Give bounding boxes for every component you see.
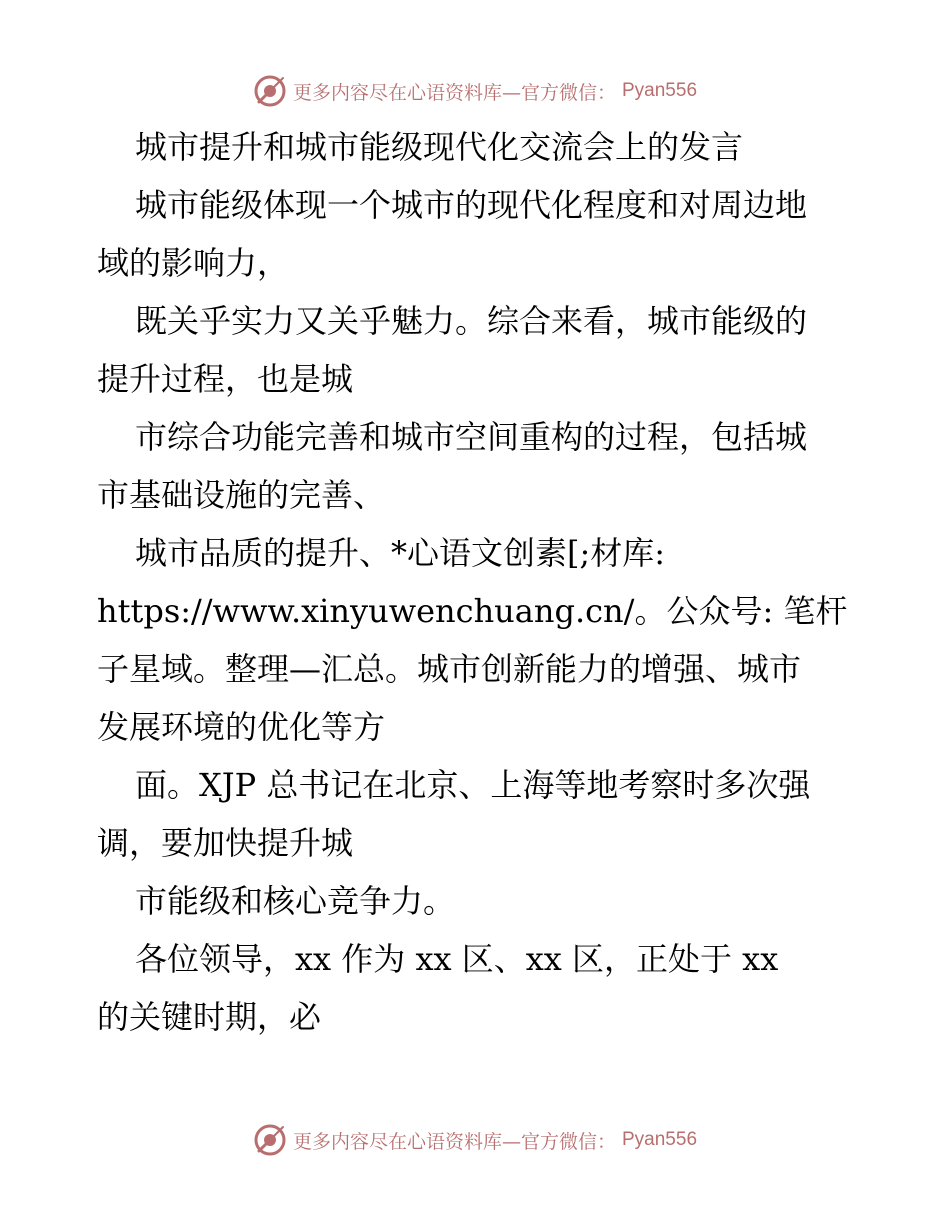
text-line: 市能级和核心竞争力。 xyxy=(135,882,456,920)
text-line: 城市能级体现一个城市的现代化程度和对周边地 xyxy=(135,186,808,224)
footer-banner-text: 更多内容尽在心语资料库—官方微信： xyxy=(292,1130,616,1153)
header-banner-account: Pyan556 xyxy=(622,80,698,101)
text-line: 市综合功能完善和城市空间重构的过程，包括城 xyxy=(135,418,808,456)
text-line: 发展环境的优化等方 xyxy=(97,708,386,746)
brush-logo-icon xyxy=(253,1123,287,1157)
footer-banner-account: Pyan556 xyxy=(622,1129,698,1150)
text-line: 域的影响力， xyxy=(97,244,290,282)
text-line: 城市品质的提升、*心语文创素[;材库: xyxy=(135,534,666,572)
text-line: 既关乎实力又关乎魅力。综合来看，城市能级的 xyxy=(135,302,808,340)
text-line: 的关键时期，必 xyxy=(97,998,322,1036)
brush-logo-icon xyxy=(253,74,287,108)
header-banner xyxy=(0,71,950,111)
footer-banner xyxy=(0,1120,950,1160)
text-line: 市基础设施的完善、 xyxy=(97,476,386,514)
header-banner-text: 更多内容尽在心语资料库—官方微信： xyxy=(292,81,616,104)
text-line: 各位领导，xx 作为 xx 区、xx 区，正处于 xx xyxy=(135,940,779,978)
text-line: 子星域。整理—汇总。城市创新能力的增强、城市 xyxy=(97,650,802,688)
text-line-url: https://www.xinyuwenchuang.cn/。公众号: 笔杆 xyxy=(97,592,848,630)
text-line: 面。XJP 总书记在北京、上海等地考察时多次强 xyxy=(135,766,811,804)
text-line: 提升过程，也是城 xyxy=(97,360,354,398)
document-title: 城市提升和城市能级现代化交流会上的发言 xyxy=(135,128,744,166)
document-body xyxy=(97,118,857,1046)
text-line: 调，要加快提升城 xyxy=(97,824,354,862)
